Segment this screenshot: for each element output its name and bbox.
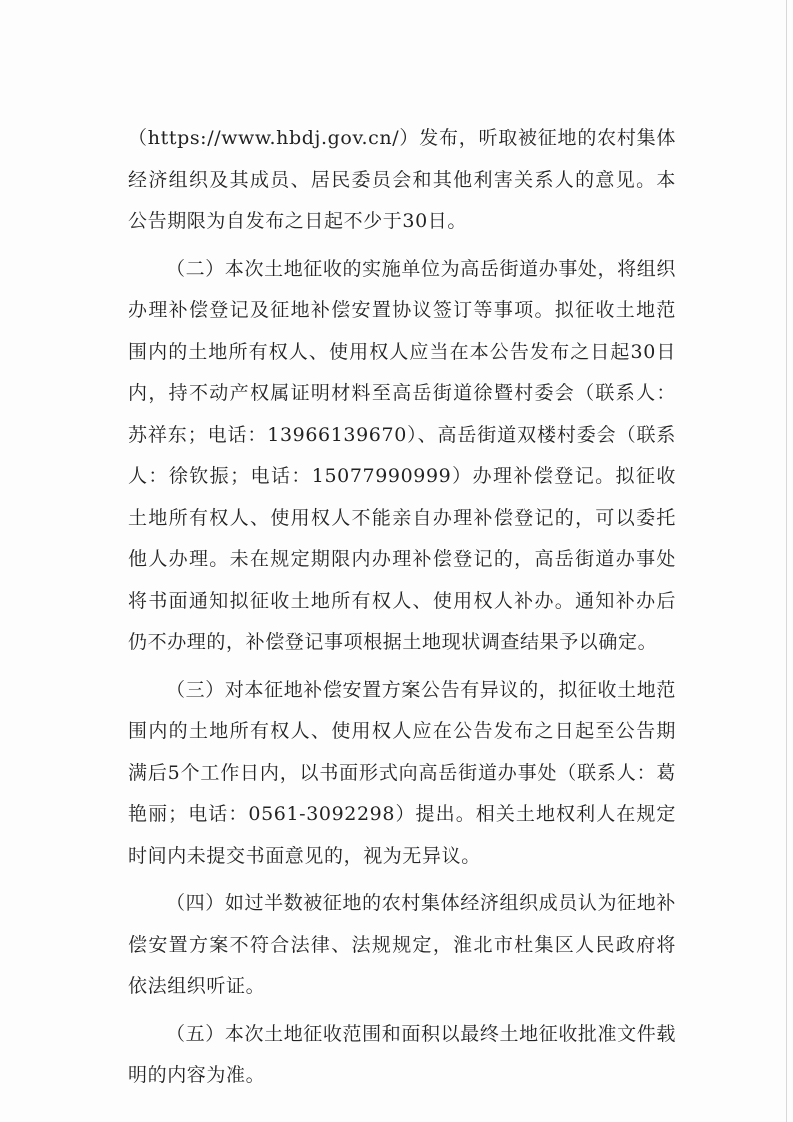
paragraph-item-2-compensation-registration: （二）本次土地征收的实施单位为高岳街道办事处，将组织办理补偿登记及征地补偿安置协议签订等事项。拟征收土地范围内的土地所有权人、使用权人应当在本公告发布之日起30日内，持不动产权属证明材料至高岳街道徐暨村委会（联系人：苏祥东；电话：13966139670）、高岳街道双楼村委会（联系人：徐钦振；电话：15077990999）办理补偿登记。拟征收土地所有权人、使用权人不能亲自办理补偿登记的，可以委托他人办理。未在规定期限内办理补偿登记的，高岳街道办事处将书面通知拟征收土地所有权人、使用权人补办。通知补办后仍不办理的，补偿登记事项根据土地现状调查结果予以确定。 bbox=[128, 257, 676, 653]
page-edge-divider bbox=[786, 0, 787, 1122]
paragraph-item-4-hearing: （四）如过半数被征地的农村集体经济组织成员认为征地补偿安置方案不符合法律、法规规定，淮北市杜集区人民政府将依法组织听证。 bbox=[128, 892, 676, 997]
document-body bbox=[128, 118, 676, 1103]
paragraph-item-3-objections: （三）对本征地补偿安置方案公告有异议的，拟征收土地范围内的土地所有权人、使用权人应在公告发布之日起至公告期满后5个工作日内，以书面形式向高岳街道办事处（联系人：葛艳丽；电话：0561-3092298）提出。相关土地权利人在规定时间内未提交书面意见的，视为无异议。 bbox=[128, 678, 676, 867]
paragraph-publication-notice: （https://www.hbdj.gov.cn/）发布，听取被征地的农村集体经济组织及其成员、居民委员会和其他利害关系人的意见。本公告期限为自发布之日起不少于30日。 bbox=[128, 127, 676, 232]
paragraph-item-5-scope: （五）本次土地征收范围和面积以最终土地征收批准文件载明的内容为准。 bbox=[128, 1022, 676, 1086]
